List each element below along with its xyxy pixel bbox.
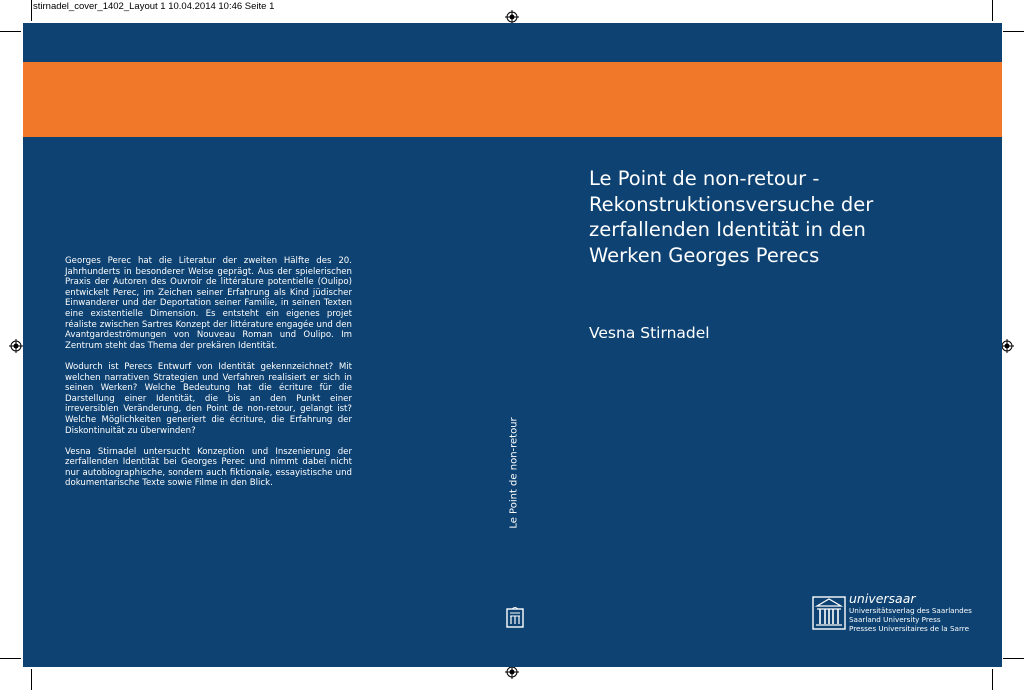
crop-mark-top-left-vertical — [31, 0, 32, 21]
registration-mark-left-icon — [9, 339, 23, 353]
spine-publisher-logo-icon — [505, 607, 525, 629]
title-line: Le Point de non-retour - — [589, 167, 820, 190]
book-title — [589, 166, 889, 268]
orange-band — [23, 62, 1002, 137]
crop-mark-bottom-right-horizontal — [1003, 658, 1024, 659]
title-line: Werken Georges Perecs — [589, 243, 820, 267]
crop-mark-top-right-horizontal — [1003, 31, 1024, 32]
title-line: zerfallenden Identität in den — [589, 218, 866, 241]
crop-mark-bottom-left-vertical — [31, 669, 32, 690]
book-author: Vesna Stirnadel — [589, 324, 710, 342]
crop-mark-top-left-horizontal — [0, 31, 21, 32]
publisher-line: Presses Universitaires de la Sarre — [849, 624, 969, 633]
publisher-line: Universitätsverlag des Saarlandes — [849, 606, 972, 615]
registration-mark-top-icon — [505, 10, 519, 24]
publisher-name: universaar — [849, 591, 916, 606]
publisher-line: Saarland University Press — [849, 615, 941, 624]
print-slug: stirnadel_cover_1402_Layout 1 10.04.2014 10:46 Seite 1 — [33, 1, 275, 12]
university-building-icon — [812, 594, 846, 630]
blurb-paragraph: Vesna Stirnadel untersucht Konzeption und Inszenierung der zerfallenden Identität bei Georges Perec und nimmt dabei nicht nur autobiographische, sondern auch fiktionale, essayistische und dokumentarische Texte sowie Filme in den Blick. — [65, 446, 352, 489]
title-line: Rekonstruktionsversuche der — [589, 192, 874, 216]
spine-title: Le Point de non-retour — [508, 417, 520, 529]
registration-mark-right-icon — [1000, 339, 1014, 353]
registration-mark-bottom-icon — [505, 665, 519, 679]
crop-mark-top-right-vertical — [992, 0, 993, 21]
blurb-paragraph: Wodurch ist Perecs Entwurf von Identität gekennzeichnet? Mit welchen narrativen Strategien und Verfahren realisiert er sich in seinen Werken? Welche Bedeutung hat die écriture für die Darstellung einer Identität, die bis an den Punkt einer irreversiblen Veränderung, den Point de non-retour, gelangt ist? Welche Möglichkeiten generiert die écriture, die Erfahrung der Diskontinuität zu überwinden? — [65, 361, 352, 436]
back-cover-blurb — [65, 256, 352, 500]
blurb-paragraph: Georges Perec hat die Literatur der zweiten Hälfte des 20. Jahrhunderts in besonderer Weise geprägt. Aus der spielerischen Praxis der Autoren des Ouvroir de littérature potentielle (Oulipo) entwickelt Perec, im Zeichen seiner Erfahrung als Kind jüdischer Einwanderer und der Deportation seiner Familie, in seinen Texten eine existentielle Dimension. Es entsteht ein eigenes projet réaliste zwischen Sartres Konzept der littérature engagée und den Avantgardeströmungen von Nouveau Roman und Oulipo. Im Zentrum steht das Thema der prekären Identität. — [65, 256, 352, 351]
crop-mark-bottom-left-horizontal — [0, 658, 21, 659]
crop-mark-bottom-right-vertical — [992, 669, 993, 690]
book-cover — [23, 23, 1002, 667]
publisher-logo — [812, 592, 982, 632]
